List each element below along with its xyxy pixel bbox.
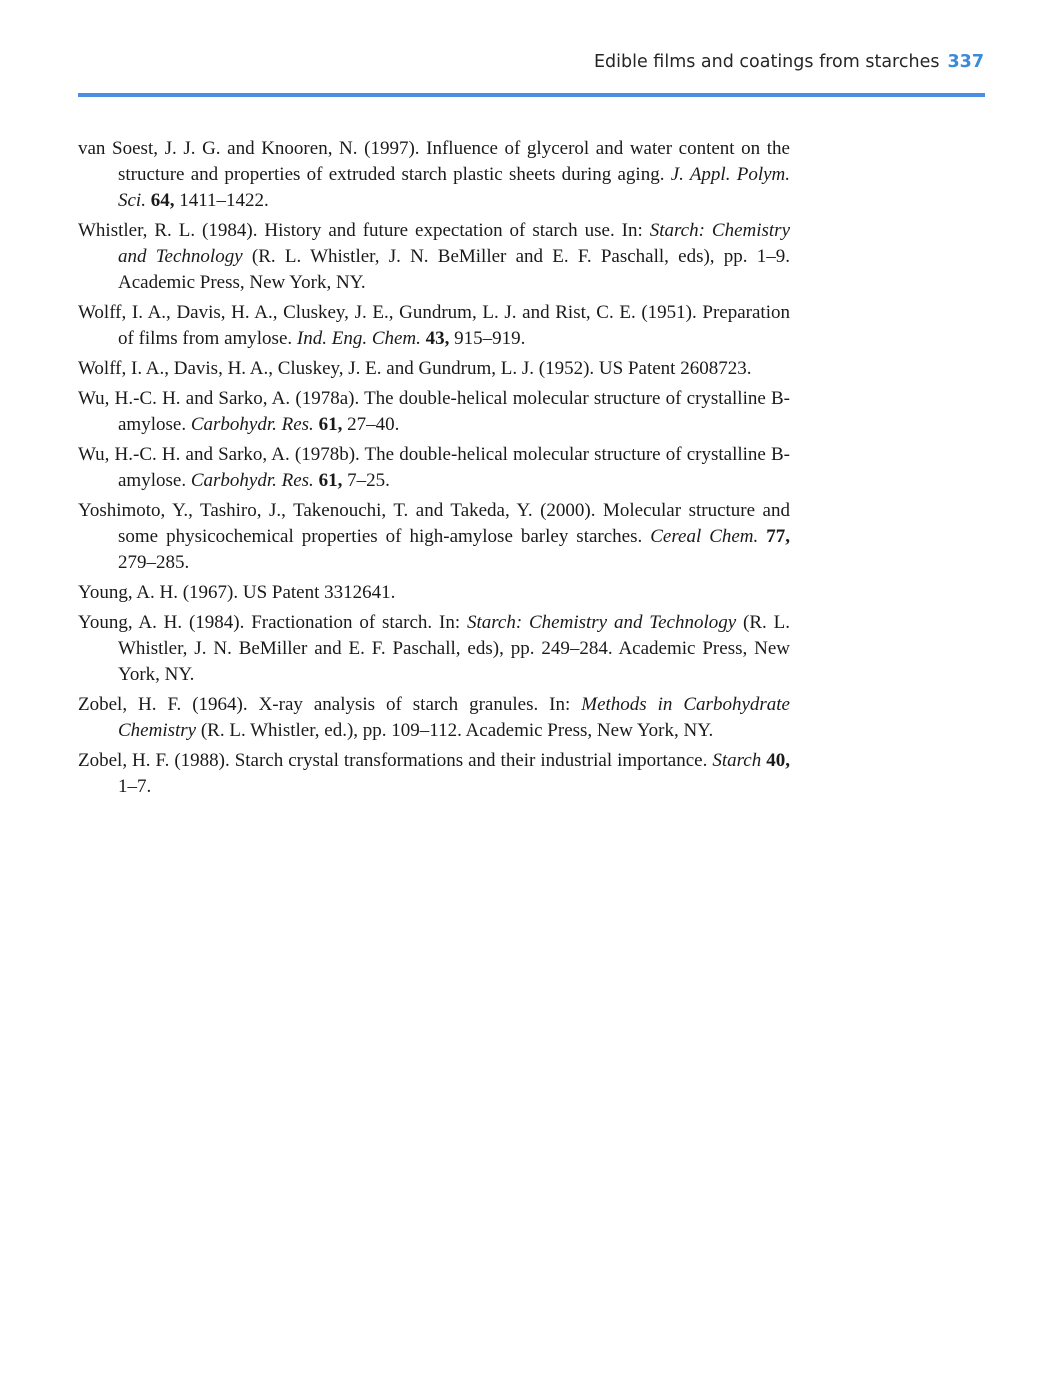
- reference-journal: Starch: [712, 750, 762, 771]
- reference-entry: [78, 136, 790, 214]
- reference-text: van Soest, J. J. G. and Knooren, N. (1997). Influence of glycerol and water content on the structure and properties of extruded starch plastic sheets during aging.: [78, 138, 790, 185]
- reference-entry: [78, 580, 790, 606]
- reference-pages: 915–919.: [449, 328, 526, 349]
- reference-entry: [78, 692, 790, 744]
- reference-entry: [78, 610, 790, 688]
- reference-text: Wu, H.-C. H. and Sarko, A. (1978a). The double-helical molecular structure of crystalline B-amylose.: [78, 388, 790, 435]
- reference-text: (R. L. Whistler, J. N. BeMiller and E. F. Paschall, eds), pp. 1–9. Academic Press, New York, NY.: [118, 246, 791, 293]
- reference-text: (R. L. Whistler, J. N. BeMiller and E. F. Paschall, eds), pp. 249–284. Academic Press, New York, NY.: [118, 612, 790, 685]
- reference-volume: 61,: [318, 470, 343, 491]
- page-number: 337: [947, 52, 984, 72]
- reference-journal: Ind. Eng. Chem.: [296, 328, 421, 349]
- reference-text: Wu, H.-C. H. and Sarko, A. (1978b). The double-helical molecular structure of crystalline B-amylose.: [78, 444, 790, 491]
- reference-text: Whistler, R. L. (1984). History and future expectation of starch use. In:: [78, 220, 650, 241]
- reference-entry: [78, 300, 790, 352]
- reference-text: Young, A. H. (1967). US Patent 3312641.: [78, 582, 396, 603]
- reference-journal: Starch: Chemistry and Technology: [466, 612, 737, 633]
- reference-volume: 64,: [150, 190, 175, 211]
- reference-entry: [78, 386, 790, 438]
- reference-entry: [78, 748, 790, 800]
- reference-journal: Carbohydr. Res.: [190, 470, 314, 491]
- reference-text: (R. L. Whistler, ed.), pp. 109–112. Academic Press, New York, NY.: [196, 720, 714, 741]
- reference-text: Yoshimoto, Y., Tashiro, J., Takenouchi, T. and Takeda, Y. (2000). Molecular structure and some physicochemical properties of high-amylose barley starches.: [78, 500, 790, 547]
- reference-pages: 1–7.: [118, 776, 152, 797]
- reference-pages: 279–285.: [118, 552, 190, 573]
- reference-journal: Methods in Carbohydrate Chemistry: [118, 694, 790, 741]
- reference-volume: 40,: [766, 750, 790, 771]
- reference-journal: J. Appl. Polym. Sci.: [118, 164, 790, 211]
- reference-journal: Carbohydr. Res.: [190, 414, 314, 435]
- reference-pages: 7–25.: [342, 470, 390, 491]
- reference-journal: Cereal Chem.: [650, 526, 759, 547]
- reference-text: Zobel, H. F. (1988). Starch crystal transformations and their industrial importance.: [78, 750, 713, 771]
- reference-journal: Starch: Chemistry and Technology: [118, 220, 790, 267]
- reference-entry: [78, 218, 790, 296]
- reference-pages: 27–40.: [342, 414, 400, 435]
- reference-list: [78, 136, 790, 804]
- reference-entry: [78, 356, 790, 382]
- reference-pages: 1411–1422.: [174, 190, 269, 211]
- reference-text: Wolff, I. A., Davis, H. A., Cluskey, J. E., Gundrum, L. J. and Rist, C. E. (1951). Preparation of films from amylose.: [78, 302, 790, 349]
- running-head: [594, 52, 984, 72]
- reference-entry: [78, 442, 790, 494]
- reference-entry: [78, 498, 790, 576]
- reference-text: Wolff, I. A., Davis, H. A., Cluskey, J. E. and Gundrum, L. J. (1952). US Patent 2608723.: [78, 358, 752, 379]
- reference-volume: 61,: [318, 414, 343, 435]
- header-rule: [78, 93, 985, 97]
- reference-text: Zobel, H. F. (1964). X-ray analysis of starch granules. In:: [78, 694, 582, 715]
- reference-text: Young, A. H. (1984). Fractionation of starch. In:: [78, 612, 467, 633]
- running-title: Edible films and coatings from starches: [593, 52, 940, 72]
- reference-volume: 77,: [766, 526, 791, 547]
- reference-volume: 43,: [425, 328, 450, 349]
